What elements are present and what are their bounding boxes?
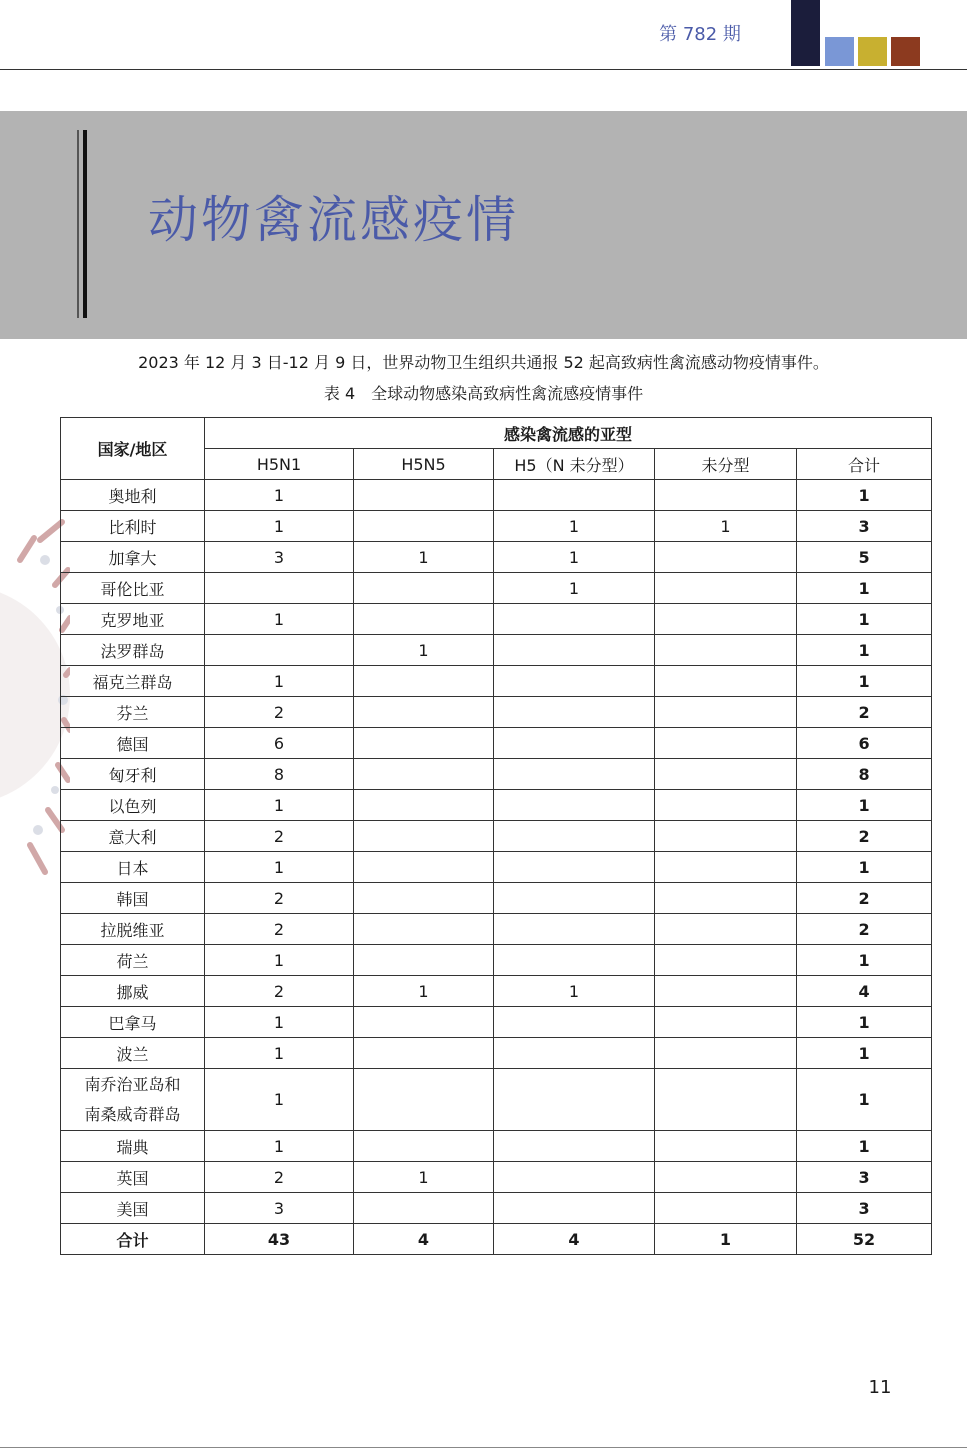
country-cell: 瑞典 <box>61 1131 205 1162</box>
value-cell <box>354 480 494 511</box>
issue-number: 第 782 期 <box>659 24 741 45</box>
table-row <box>61 1193 932 1224</box>
value-cell: 1 <box>205 852 354 883</box>
table-row <box>61 759 932 790</box>
value-cell: 2 <box>205 821 354 852</box>
value-cell: 1 <box>494 976 655 1007</box>
value-cell: 1 <box>205 1069 354 1131</box>
value-cell <box>494 1038 655 1069</box>
value-cell <box>494 604 655 635</box>
total-cell: 1 <box>797 1069 932 1131</box>
value-cell <box>354 883 494 914</box>
value-cell <box>655 635 797 666</box>
country-cell: 韩国 <box>61 883 205 914</box>
value-cell <box>655 542 797 573</box>
table-row <box>61 883 932 914</box>
country-cell: 奥地利 <box>61 480 205 511</box>
column-header: H5（N 未分型） <box>494 449 655 480</box>
value-cell <box>494 666 655 697</box>
country-cell: 意大利 <box>61 821 205 852</box>
total-cell: 1 <box>797 573 932 604</box>
subtype-group-header: 感染禽流感的亚型 <box>205 418 932 449</box>
section-title: 动物禽流感疫情 <box>148 191 519 249</box>
value-cell <box>205 635 354 666</box>
country-cell: 哥伦比亚 <box>61 573 205 604</box>
country-cell: 芬兰 <box>61 697 205 728</box>
value-cell <box>494 635 655 666</box>
column-header: 未分型 <box>655 449 797 480</box>
intro-paragraph: 2023 年 12 月 3 日-12 月 9 日，世界动物卫生组织共通报 52 起高致病性禽流感动物疫情事件。 <box>138 353 829 372</box>
country-cell: 加拿大 <box>61 542 205 573</box>
value-cell: 1 <box>205 480 354 511</box>
country-cell: 挪威 <box>61 976 205 1007</box>
total-cell: 1 <box>797 1131 932 1162</box>
value-cell: 1 <box>494 542 655 573</box>
country-cell: 拉脱维亚 <box>61 914 205 945</box>
total-cell: 2 <box>797 883 932 914</box>
value-cell <box>494 790 655 821</box>
total-cell: 1 <box>797 480 932 511</box>
country-cell: 以色列 <box>61 790 205 821</box>
outbreak-table <box>60 417 932 1255</box>
table-row <box>61 542 932 573</box>
value-cell: 2 <box>205 883 354 914</box>
value-cell <box>354 511 494 542</box>
value-cell <box>354 666 494 697</box>
value-cell <box>494 1193 655 1224</box>
value-cell <box>655 883 797 914</box>
value-cell <box>655 759 797 790</box>
value-cell: 43 <box>205 1224 354 1255</box>
swatch-gold <box>858 37 887 66</box>
country-cell: 波兰 <box>61 1038 205 1069</box>
value-cell <box>494 728 655 759</box>
total-cell: 1 <box>797 852 932 883</box>
value-cell: 1 <box>205 1038 354 1069</box>
value-cell: 1 <box>205 604 354 635</box>
value-cell <box>655 728 797 759</box>
country-cell: 比利时 <box>61 511 205 542</box>
table-row <box>61 1131 932 1162</box>
value-cell: 1 <box>655 511 797 542</box>
value-cell <box>354 790 494 821</box>
country-cell: 美国 <box>61 1193 205 1224</box>
column-header: 合计 <box>797 449 932 480</box>
value-cell <box>354 573 494 604</box>
total-cell: 6 <box>797 728 932 759</box>
value-cell <box>494 821 655 852</box>
value-cell <box>494 1069 655 1131</box>
value-cell <box>655 1007 797 1038</box>
country-header: 国家/地区 <box>61 418 205 480</box>
value-cell <box>205 573 354 604</box>
total-cell: 2 <box>797 697 932 728</box>
value-cell: 1 <box>205 511 354 542</box>
value-cell <box>494 852 655 883</box>
value-cell <box>655 790 797 821</box>
value-cell <box>655 821 797 852</box>
total-cell: 2 <box>797 914 932 945</box>
value-cell: 1 <box>354 976 494 1007</box>
value-cell: 2 <box>205 976 354 1007</box>
page-number: 11 <box>868 1377 892 1398</box>
country-cell: 法罗群岛 <box>61 635 205 666</box>
total-cell: 2 <box>797 821 932 852</box>
value-cell <box>354 697 494 728</box>
table-row <box>61 480 932 511</box>
column-header: H5N1 <box>205 449 354 480</box>
banner-accent-thick <box>83 130 87 318</box>
value-cell: 8 <box>205 759 354 790</box>
value-cell <box>494 697 655 728</box>
table-row <box>61 635 932 666</box>
value-cell <box>354 1007 494 1038</box>
country-cell: 英国 <box>61 1162 205 1193</box>
value-cell <box>655 1069 797 1131</box>
table-body <box>61 480 932 1255</box>
total-cell: 52 <box>797 1224 932 1255</box>
value-cell: 1 <box>205 1007 354 1038</box>
value-cell: 2 <box>205 914 354 945</box>
value-cell <box>494 1162 655 1193</box>
total-cell: 1 <box>797 790 932 821</box>
country-cell: 德国 <box>61 728 205 759</box>
value-cell: 1 <box>354 1162 494 1193</box>
country-cell: 荷兰 <box>61 945 205 976</box>
table-row <box>61 1038 932 1069</box>
value-cell: 6 <box>205 728 354 759</box>
table-row <box>61 1069 932 1131</box>
value-cell <box>494 945 655 976</box>
swatch-brown <box>891 37 920 66</box>
swatch-navy <box>791 0 820 66</box>
total-cell: 1 <box>797 1038 932 1069</box>
value-cell: 1 <box>354 635 494 666</box>
value-cell <box>354 1131 494 1162</box>
value-cell <box>354 604 494 635</box>
country-cell: 福克兰群岛 <box>61 666 205 697</box>
value-cell <box>354 1193 494 1224</box>
table-caption: 表 4 全球动物感染高致病性禽流感疫情事件 <box>323 384 644 403</box>
total-cell: 5 <box>797 542 932 573</box>
value-cell <box>655 697 797 728</box>
table-row <box>61 604 932 635</box>
value-cell <box>655 852 797 883</box>
value-cell <box>655 1193 797 1224</box>
total-cell: 1 <box>797 945 932 976</box>
table-row <box>61 666 932 697</box>
value-cell: 3 <box>205 542 354 573</box>
value-cell <box>354 1069 494 1131</box>
total-cell: 1 <box>797 604 932 635</box>
total-cell: 8 <box>797 759 932 790</box>
total-cell: 1 <box>797 1007 932 1038</box>
value-cell <box>354 852 494 883</box>
value-cell <box>354 914 494 945</box>
value-cell: 1 <box>354 542 494 573</box>
country-cell: 南乔治亚岛和 南桑威奇群岛 <box>61 1069 205 1131</box>
value-cell <box>655 976 797 1007</box>
table-row <box>61 976 932 1007</box>
value-cell <box>354 945 494 976</box>
value-cell: 1 <box>494 511 655 542</box>
value-cell <box>354 728 494 759</box>
total-cell: 3 <box>797 1193 932 1224</box>
value-cell <box>655 604 797 635</box>
table-row <box>61 852 932 883</box>
value-cell <box>494 883 655 914</box>
value-cell <box>354 821 494 852</box>
value-cell <box>494 759 655 790</box>
swatch-blue <box>825 37 854 66</box>
value-cell: 1 <box>494 573 655 604</box>
table-row <box>61 1162 932 1193</box>
table-row <box>61 790 932 821</box>
table-row <box>61 1007 932 1038</box>
table-row <box>61 945 932 976</box>
table-row <box>61 697 932 728</box>
country-cell: 合计 <box>61 1224 205 1255</box>
country-cell: 巴拿马 <box>61 1007 205 1038</box>
total-cell: 3 <box>797 511 932 542</box>
value-cell <box>494 1007 655 1038</box>
value-cell: 1 <box>205 945 354 976</box>
country-cell: 克罗地亚 <box>61 604 205 635</box>
value-cell: 1 <box>205 666 354 697</box>
value-cell <box>354 759 494 790</box>
value-cell <box>655 480 797 511</box>
value-cell <box>655 914 797 945</box>
table-row <box>61 728 932 759</box>
country-cell: 日本 <box>61 852 205 883</box>
banner-accent-thin <box>77 130 79 318</box>
value-cell <box>494 1131 655 1162</box>
value-cell <box>655 945 797 976</box>
value-cell <box>494 480 655 511</box>
value-cell: 1 <box>205 1131 354 1162</box>
total-cell: 4 <box>797 976 932 1007</box>
table-row <box>61 573 932 604</box>
value-cell <box>354 1038 494 1069</box>
value-cell: 1 <box>205 790 354 821</box>
table-header-row <box>61 418 932 449</box>
value-cell: 2 <box>205 697 354 728</box>
total-cell: 1 <box>797 635 932 666</box>
value-cell <box>494 914 655 945</box>
footer-rule <box>0 1447 967 1448</box>
value-cell: 2 <box>205 1162 354 1193</box>
table-row <box>61 914 932 945</box>
header-rule <box>0 69 967 70</box>
value-cell <box>655 573 797 604</box>
value-cell <box>655 666 797 697</box>
table-row <box>61 821 932 852</box>
value-cell: 4 <box>494 1224 655 1255</box>
total-row <box>61 1224 932 1255</box>
total-cell: 1 <box>797 666 932 697</box>
value-cell: 1 <box>655 1224 797 1255</box>
value-cell: 3 <box>205 1193 354 1224</box>
value-cell <box>655 1131 797 1162</box>
total-cell: 3 <box>797 1162 932 1193</box>
value-cell <box>655 1162 797 1193</box>
column-header: H5N5 <box>354 449 494 480</box>
table-row <box>61 511 932 542</box>
country-cell: 匈牙利 <box>61 759 205 790</box>
value-cell: 4 <box>354 1224 494 1255</box>
value-cell <box>655 1038 797 1069</box>
